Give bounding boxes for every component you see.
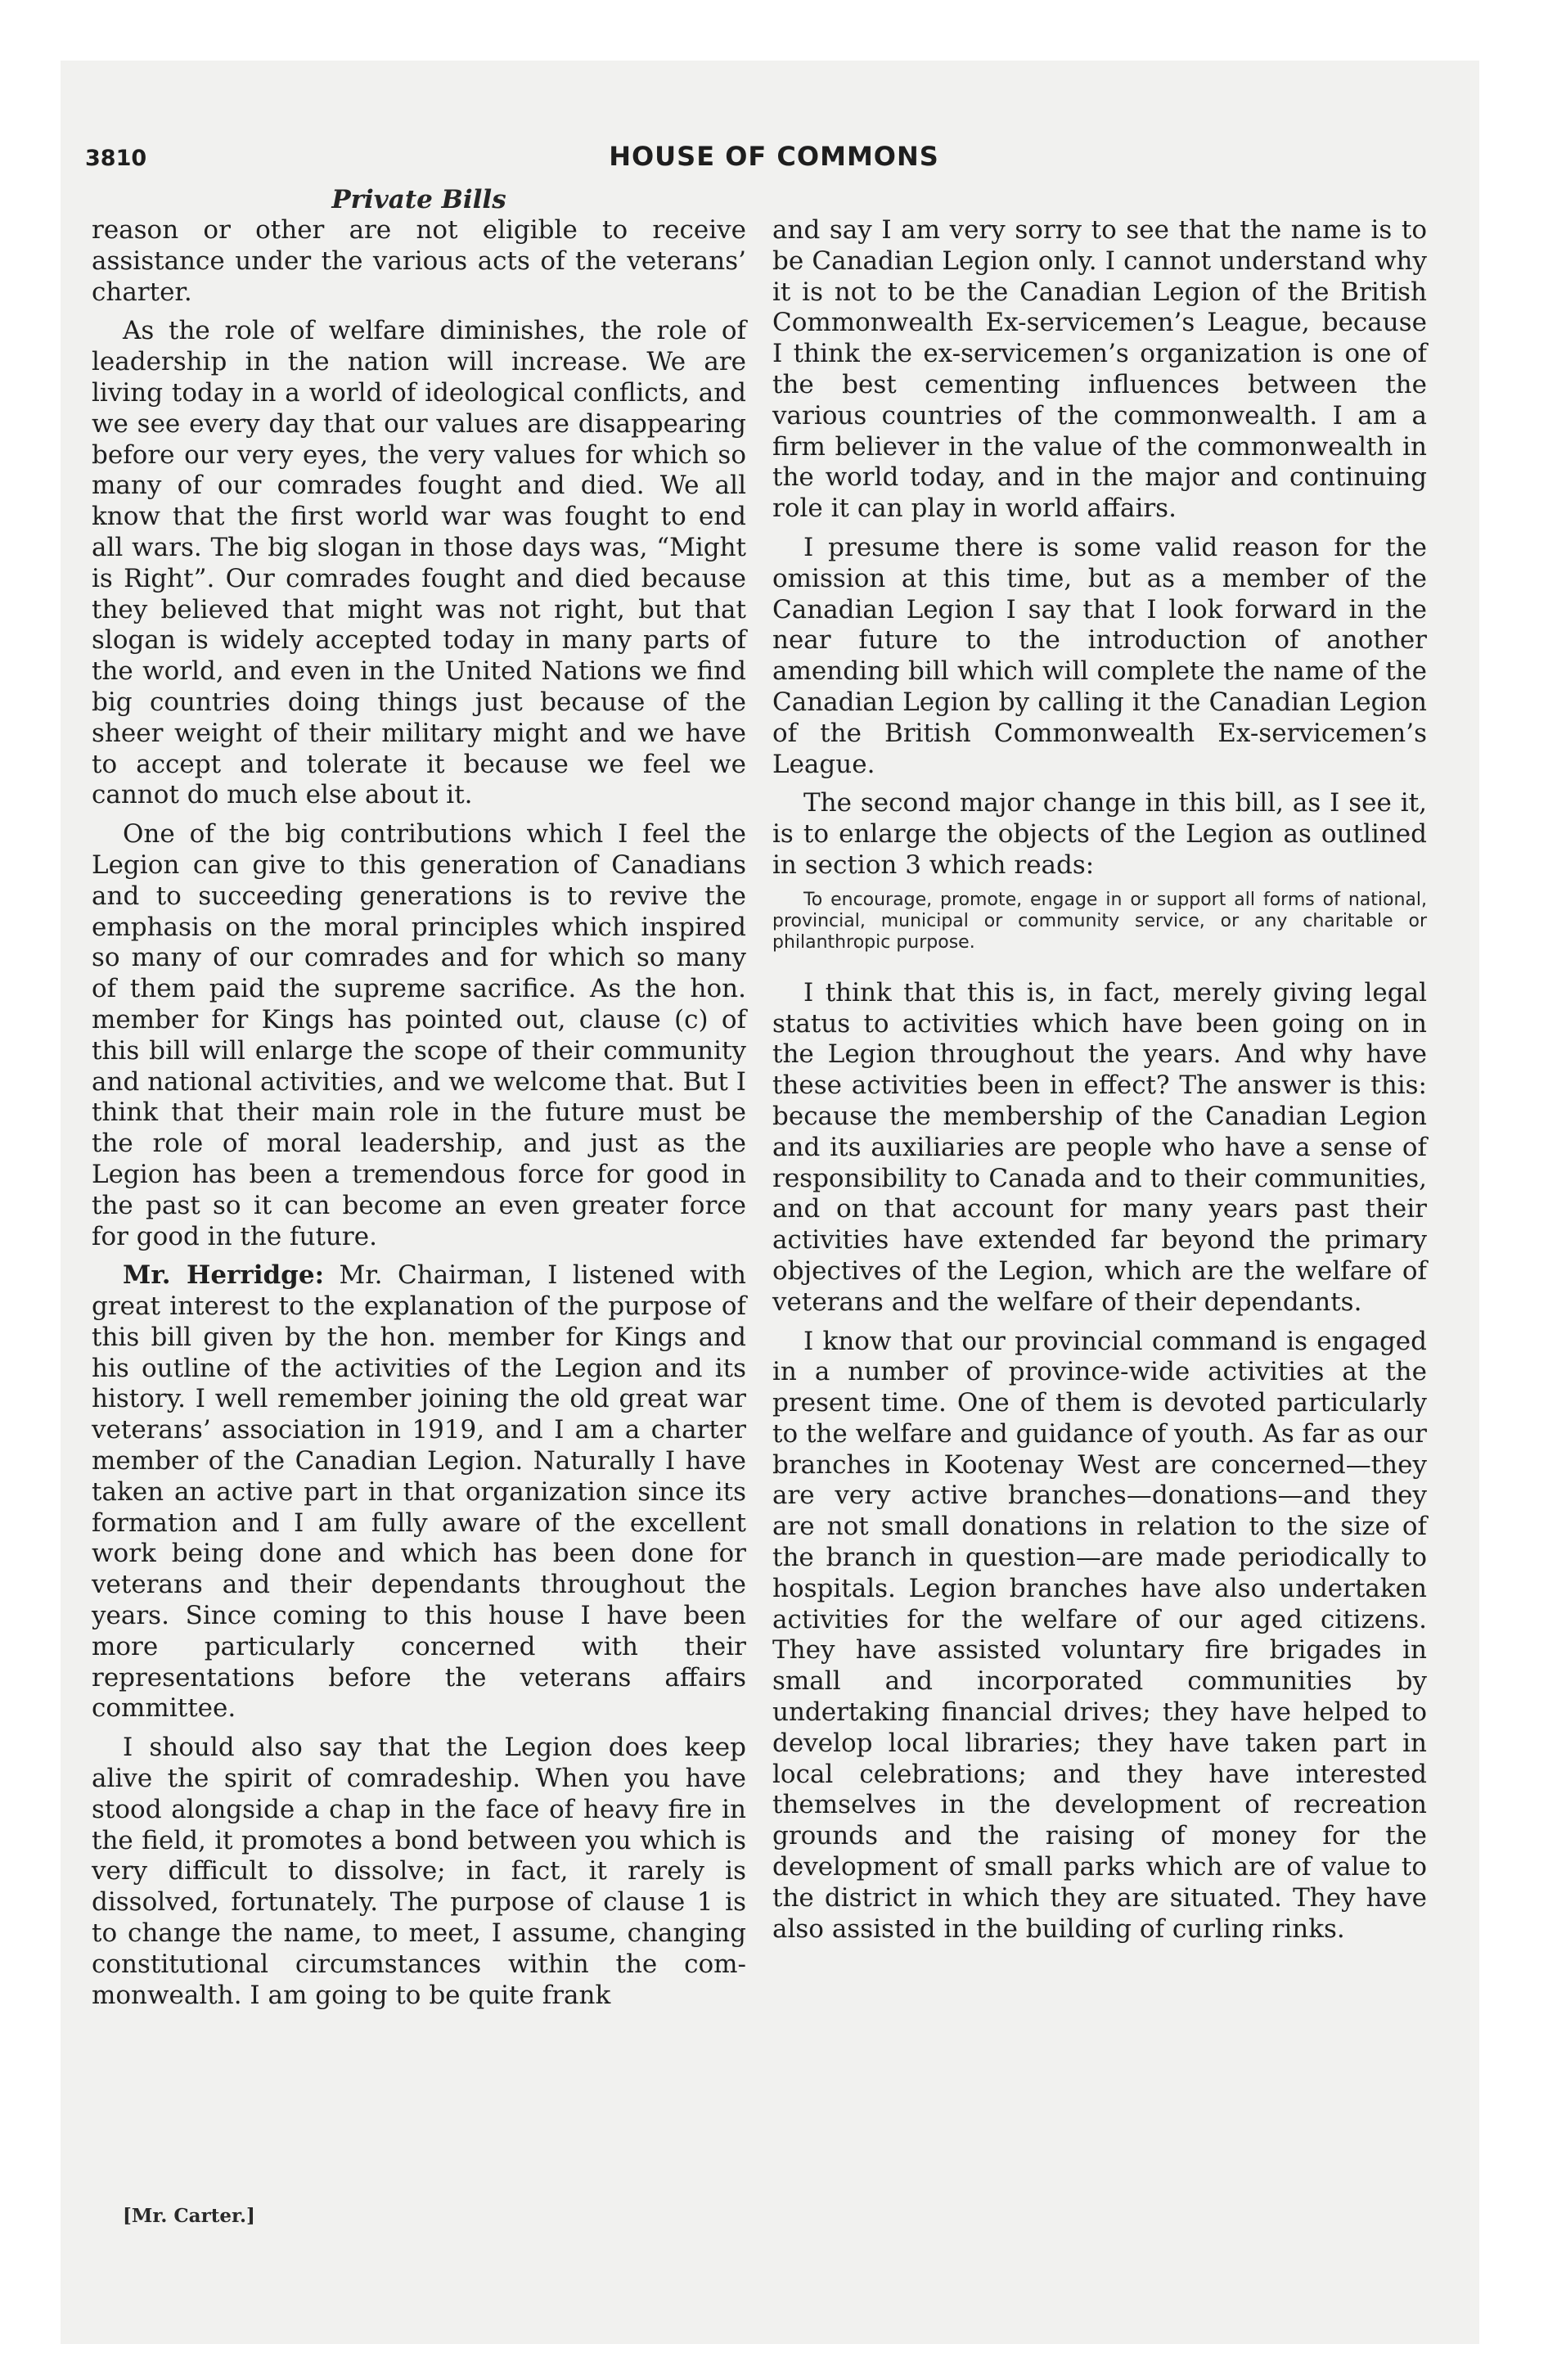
- paragraph: The second major change in this bill, as I see it, is to enlarge the objects of the Legion as outlined in section 3 which reads:: [772, 788, 1427, 880]
- paragraph: I know that our provincial command is engaged in a number of province-wide activities at the present time. One of them is devoted particularly to the welfare and guidance of youth. As far as our branches in Kootenay West are concerned—they are very active branches—donations—and they are not small donations in relation to the size of the branch in question—are made periodically to hospitals. Legion branches have also undertaken activities for the welfare of our aged citizens. They have assisted voluntary fire brigades in small and incorporated communities by undertaking financial drives; they have helped to develop local libraries; they have taken part in local celebrations; and they have interested themselves in the development of recreation grounds and the raising of money for the development of small parks which are of value to the district in which they are situated. They have also assisted in the building of curling rinks.: [772, 1326, 1427, 1944]
- right-column: [772, 215, 1427, 1953]
- paragraph: I should also say that the Legion does keep alive the spirit of comradeship. When you have stood alongside a chap in the face of heavy fire in the field, it promotes a bond between you which is very difficult to dissolve; in fact, it rarely is dissolved, fortunately. The purpose of clause 1 is to change the name, to meet, I assume, changing constitutional circumstances within the commonwealth. I am going to be quite frank: [92, 1733, 746, 2010]
- quoted-section: To encourage, promote, engage in or support all forms of national, provincial, municipal or community service, or any charitable or philanthropic purpose.: [772, 889, 1427, 953]
- paragraph: reason or other are not eligible to receive assistance under the various acts of the veterans’ charter.: [92, 215, 746, 307]
- paragraph: I think that this is, in fact, merely giving legal status to activities which have been going on in the Legion throughout the years. And why have these activities been in effect? The answer is this: because the membership of the Canadian Legion and its auxiliaries are people who have a sense of responsibility to Canada and to their communities, and on that account for many years past their activities have extended far beyond the primary objectives of the Legion, which are the welfare of veterans and the welfare of their dependants.: [772, 977, 1427, 1317]
- speech-text: Mr. Chairman, I listened with great interest to the explanation of the purpose of this bill given by the hon. member for Kings and his outline of the activities of the Legion and its history. I well remember joining the old great war veterans’ association in 1919, and I am a charter member of the Canadian Legion. Naturally I have taken an active part in that organization since its formation and I am fully aware of the excellent work being done and which has been done for veterans and their dependants throughout the years. Since coming to this house I have been more particularly concerned with their representations before the veterans affairs committee.: [92, 1260, 746, 1724]
- section-subtitle: Private Bills: [331, 185, 506, 214]
- paragraph: and say I am very sorry to see that the name is to be Canadian Legion only. I cannot understand why it is not to be the Canadian Legion of the British Commonwealth Ex-servicemen’s League, because I think the ex-servicemen’s organization is one of the best cementing influences between the various countries of the commonwealth. I am a firm believer in the value of the commonwealth in the world today, and in the major and continuing role it can play in world affairs.: [772, 215, 1427, 524]
- paragraph: One of the big contributions which I feel the Legion can give to this generation of Canadians and to succeeding generations is to revive the emphasis on the moral principles which inspired so many of our comrades and for which so many of them paid the supreme sacrifice. As the hon. member for Kings has pointed out, clause (c) of this bill will enlarge the scope of their community and national activities, and we welcome that. But I think that their main role in the future must be the role of moral leadership, and just as the Legion has been a tremendous force for good in the past so it can become an even greater force for good in the future.: [92, 819, 746, 1251]
- page-number: 3810: [85, 146, 147, 171]
- left-column: [92, 215, 746, 2019]
- speaker-name: Mr. Herridge:: [123, 1260, 325, 1291]
- speech-paragraph: [92, 1260, 746, 1724]
- speaker-reference: [Mr. Carter.]: [123, 2205, 255, 2227]
- paragraph: I presume there is some valid reason for the omission at this time, but as a member of the Canadian Legion I say that I look forward in the near future to the introduction of another amending bill which will complete the name of the Canadian Legion by calling it the Canadian Legion of the British Commonwealth Ex-servicemen’s League.: [772, 532, 1427, 779]
- paragraph: As the role of welfare diminishes, the role of leadership in the nation will increase. We are living today in a world of ideological conflicts, and we see every day that our values are disappearing before our very eyes, the very values for which so many of our comrades fought and died. We all know that the first world war was fought to end all wars. The big slogan in those days was, “Might is Right”. Our comrades fought and died because they believed that might was not right, but that slogan is widely accepted today in many parts of the world, and even in the United Nations we find big countries doing things just because of the sheer weight of their military might and we have to accept and tolerate it because we feel we cannot do much else about it.: [92, 316, 746, 810]
- page-title: HOUSE OF COMMONS: [609, 141, 939, 172]
